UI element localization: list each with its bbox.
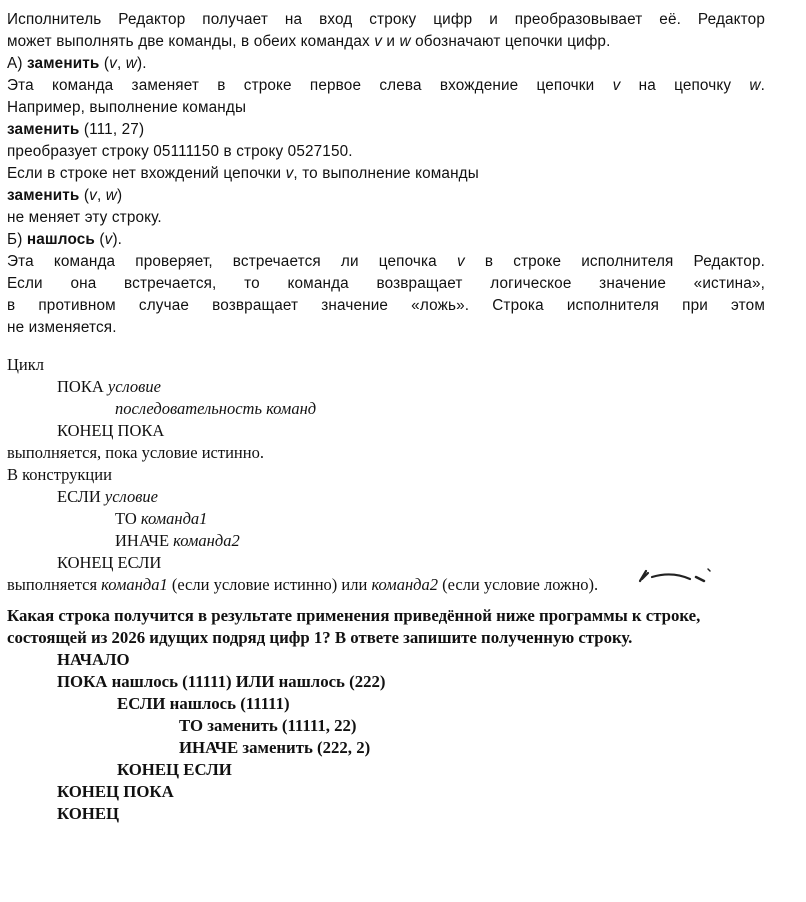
branch-else-line: ИНАЧЕ команда2 [115,531,240,550]
branch-then-line: ТО команда1 [115,509,208,528]
loop-end-line: КОНЕЦ ПОКА [57,421,165,440]
loop-note: выполняется, пока условие истинно. [7,443,264,462]
command-a-example-result: преобразует строку 05111150 в строку 0527150. [7,143,353,160]
command-b-description-3: в противном случае возвращает значение «ложь». Строка исполнителя при этом [7,297,765,314]
command-b-description-2: Если она встречается, то команда возвращает логическое значение «истина», [7,275,765,292]
program-end: КОНЕЦ [57,804,120,823]
task-document [7,9,799,825]
program-else: ИНАЧЕ заменить (222, 2) [179,738,371,757]
command-a-nomatch: Если в строке нет вхождений цепочки v, то выполнение команды [7,165,479,182]
branch-note: выполняется команда1 (если условие истинно) или команда2 (если условие ложно). [7,575,599,594]
loop-while-line: ПОКА условие [57,377,161,396]
intro-line-1: Исполнитель Редактор получает на вход строку цифр и преобразовывает её. Редактор [7,11,765,28]
command-a-nomatch-result: не меняет эту строку. [7,209,162,226]
program-begin: НАЧАЛО [57,650,130,669]
program-end-while: КОНЕЦ ПОКА [57,782,174,801]
command-a-header: А) заменить (v, w). [7,55,147,72]
branch-title: В конструкции [7,465,112,484]
ink-scribble [632,565,742,587]
command-a-nomatch-cmd: заменить (v, w) [7,187,123,204]
question-line-1: Какая строка получится в результате применения приведённой ниже программы к строке, [7,606,701,625]
program-then: ТО заменить (11111, 22) [179,716,357,735]
loop-title: Цикл [7,355,44,374]
command-a-description: Эта команда заменяет в строке первое слева вхождение цепочки v на цепочку w. [7,77,765,94]
branch-end-line: КОНЕЦ ЕСЛИ [57,553,162,572]
command-b-header: Б) нашлось (v). [7,231,123,248]
intro-line-2: может выполнять две команды, в обеих командах v и w обозначают цепочки цифр. [7,33,611,50]
program-if: ЕСЛИ нашлось (11111) [117,694,290,713]
spacer [7,596,799,605]
branch-if-line: ЕСЛИ условие [57,487,158,506]
program-end-if: КОНЕЦ ЕСЛИ [117,760,232,779]
question-line-2: состоящей из 2026 идущих подряд цифр 1? В ответе запишите полученную строку. [7,628,633,647]
spacer [7,339,799,354]
command-b-description-4: не изменяется. [7,319,117,336]
program-while: ПОКА нашлось (11111) ИЛИ нашлось (222) [57,672,386,691]
command-a-example-intro: Например, выполнение команды [7,99,247,116]
command-b-description-1: Эта команда проверяет, встречается ли цепочка v в строке исполнителя Редактор. [7,253,765,270]
command-a-example: заменить (111, 27) [7,121,145,138]
loop-sequence-line: последовательность команд [115,399,317,418]
